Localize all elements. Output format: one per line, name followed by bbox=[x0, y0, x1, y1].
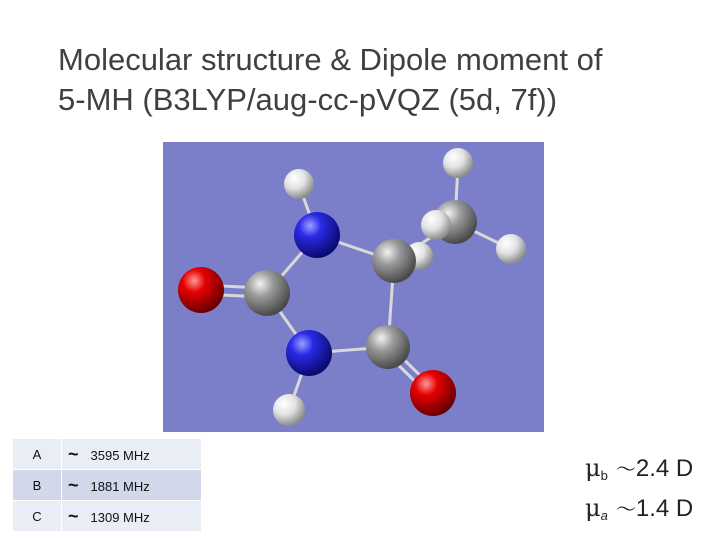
hydrogen-atom bbox=[496, 234, 526, 264]
approx-symbol: ~ bbox=[68, 474, 79, 495]
hydrogen-atom bbox=[421, 210, 451, 240]
table-row bbox=[13, 470, 202, 501]
constant-value-cell bbox=[62, 439, 202, 470]
dipole-value: 2.4 D bbox=[635, 455, 694, 482]
nitrogen-atom bbox=[294, 212, 340, 258]
rotational-constants-table bbox=[12, 438, 202, 532]
molecular-structure-image bbox=[163, 142, 544, 432]
carbon-atom bbox=[244, 270, 290, 316]
carbon-atom bbox=[366, 325, 410, 369]
nitrogen-atom bbox=[286, 330, 332, 376]
hydrogen-atom bbox=[284, 169, 314, 199]
constant-value-cell bbox=[62, 501, 202, 532]
approx-symbol: ～ bbox=[615, 499, 636, 521]
dipole-value: 1.4 D bbox=[635, 495, 694, 522]
oxygen-atom bbox=[178, 267, 224, 313]
table-row bbox=[13, 501, 202, 532]
oxygen-atom bbox=[410, 370, 456, 416]
constant-label: A bbox=[13, 439, 62, 470]
approx-symbol: ~ bbox=[68, 443, 79, 464]
constant-value: 3595 MHz bbox=[90, 447, 150, 463]
slide-title bbox=[58, 40, 698, 120]
hydrogen-atom bbox=[273, 394, 305, 426]
carbon-atom bbox=[372, 239, 416, 283]
constant-label: C bbox=[13, 501, 62, 532]
mu-subscript: b bbox=[600, 468, 608, 483]
title-line-1: Molecular structure & Dipole moment of bbox=[58, 42, 603, 77]
table-row bbox=[13, 439, 202, 470]
approx-symbol: ～ bbox=[615, 459, 636, 481]
mu-symbol: μ bbox=[585, 454, 601, 482]
approx-symbol: ~ bbox=[68, 505, 79, 526]
dipole-line bbox=[585, 492, 693, 532]
mu-subscript: a bbox=[600, 508, 608, 523]
hydrogen-atom bbox=[443, 148, 473, 178]
title-line-2: 5-MH (B3LYP/aug-cc-pVQZ (5d, 7f)) bbox=[58, 82, 558, 117]
constant-value: 1881 MHz bbox=[90, 478, 150, 494]
constant-value-cell bbox=[62, 470, 202, 501]
mu-symbol: μ bbox=[585, 494, 601, 522]
dipole-line bbox=[585, 452, 693, 492]
constant-value: 1309 MHz bbox=[90, 509, 150, 525]
molecule-diagram bbox=[163, 142, 544, 432]
dipole-moments bbox=[585, 452, 693, 532]
constant-label: B bbox=[13, 470, 62, 501]
